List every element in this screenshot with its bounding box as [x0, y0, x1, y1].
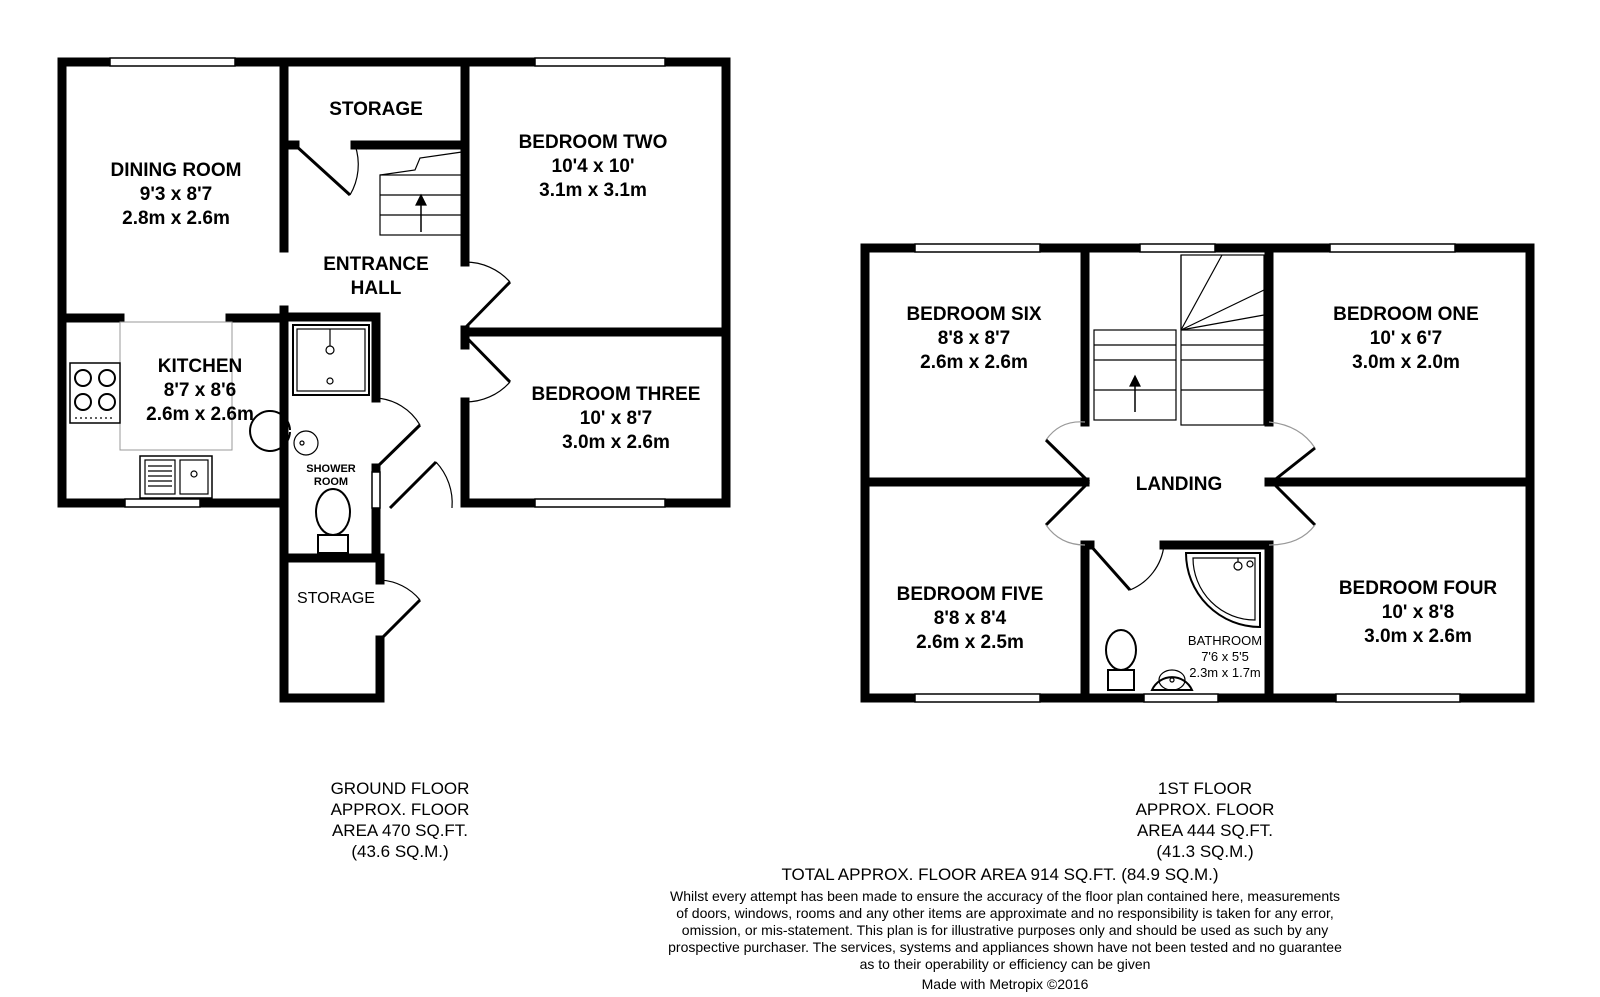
- bedroom-one-imperial: 10' x 6'7: [1369, 328, 1443, 349]
- bedroom-four-metric: 3.0m x 2.6m: [1364, 626, 1472, 647]
- door-bedroom-three: [465, 336, 510, 382]
- bedroom-five-name: BEDROOM FIVE: [896, 584, 1044, 605]
- window-kitchen-bottom: [125, 499, 200, 507]
- first-floor-plan: [865, 244, 1530, 702]
- shower-tray-icon: [293, 325, 369, 395]
- bedroom-six-metric: 2.6m x 2.6m: [920, 352, 1028, 373]
- ground-floor-area-sqm: (43.6 SQ.M.): [351, 842, 449, 861]
- window-stairs: [1140, 244, 1215, 252]
- kitchen-metric: 2.6m x 2.6m: [146, 404, 254, 425]
- bedroom-three-imperial: 10' x 8'7: [579, 408, 653, 429]
- door-shower-room: [376, 425, 420, 468]
- ground-floor-plan: [62, 58, 726, 698]
- bedroom-four-imperial: 10' x 8'8: [1381, 602, 1455, 623]
- kitchen-sink-icon: [140, 456, 212, 498]
- bathroom-basin-icon: [1152, 670, 1192, 690]
- disclaimer-line: of doors, windows, rooms and any other items are approximate and no responsibility is taken for any error,: [676, 905, 1334, 921]
- bedroom-six-imperial: 8'8 x 8'7: [937, 328, 1011, 349]
- window-bedroom-three-bottom: [535, 499, 665, 507]
- first-floor-caption: [1105, 778, 1305, 862]
- door-storage-top: [295, 145, 350, 195]
- first-floor-title: 1ST FLOOR: [1157, 779, 1253, 798]
- door-storage-bottom: [380, 600, 420, 640]
- bathroom-name: BATHROOM: [1187, 633, 1263, 648]
- storage-top-name: STORAGE: [329, 99, 423, 120]
- landing-name: LANDING: [1135, 474, 1223, 495]
- door-bathroom: [1090, 545, 1130, 590]
- ground-floor-doors: [295, 145, 510, 640]
- bedroom-five-imperial: 8'8 x 8'4: [933, 608, 1007, 629]
- kitchen-imperial: 8'7 x 8'6: [163, 380, 237, 401]
- window-dining-top: [110, 58, 235, 66]
- window-bedroom-six: [915, 244, 1040, 252]
- bedroom-one-metric: 3.0m x 2.0m: [1352, 352, 1460, 373]
- first-floor-area-sqft: AREA 444 SQ.FT.: [1136, 821, 1274, 840]
- disclaimer-line: omission, or mis-statement. This plan is for illustrative purposes only and should be used as such by any: [681, 922, 1329, 938]
- bathroom-metric: 2.3m x 1.7m: [1189, 665, 1261, 680]
- ground-floor-caption: [300, 778, 500, 862]
- door-bedroom-six: [1046, 440, 1089, 482]
- shower-room-line1: SHOWER: [306, 463, 356, 475]
- bedroom-two-name: BEDROOM TWO: [518, 132, 668, 153]
- metropix-credit: Made with Metropix ©2016: [921, 976, 1089, 992]
- storage-bottom-name: STORAGE: [297, 590, 375, 607]
- door-bedroom-one: [1272, 448, 1315, 482]
- door-front: [390, 462, 436, 508]
- entrance-hall-line2: HALL: [350, 278, 402, 299]
- ground-floor-stairs: [380, 152, 462, 235]
- window-bathroom: [1144, 694, 1218, 702]
- bedroom-three-name: BEDROOM THREE: [531, 384, 701, 405]
- window-bedroom-one: [1330, 244, 1455, 252]
- dining-room-name: DINING ROOM: [110, 160, 242, 181]
- bedroom-five-metric: 2.6m x 2.5m: [916, 632, 1024, 653]
- disclaimer: [600, 888, 1410, 973]
- disclaimer-line: Whilst every attempt has been made to ensure the accuracy of the floor plan contained here, measurements: [669, 888, 1341, 904]
- total-floor-area: TOTAL APPROX. FLOOR AREA 914 SQ.FT. (84.9 SQ.M.): [781, 865, 1219, 884]
- door-bedroom-four: [1272, 482, 1315, 525]
- dining-room-metric: 2.8m x 2.6m: [122, 208, 230, 229]
- bedroom-four-name: BEDROOM FOUR: [1338, 578, 1498, 599]
- bathroom-toilet-icon: [1106, 630, 1136, 690]
- window-bedroom-five: [915, 694, 1040, 702]
- door-bedroom-five: [1046, 482, 1089, 525]
- ground-floor-title: GROUND FLOOR: [330, 779, 470, 798]
- shower-room-line2: ROOM: [313, 476, 349, 488]
- bedroom-three-metric: 3.0m x 2.6m: [562, 432, 670, 453]
- bedroom-two-imperial: 10'4 x 10': [551, 156, 635, 177]
- window-shower-side: [372, 472, 380, 508]
- entrance-hall-line1: ENTRANCE: [323, 254, 429, 275]
- dining-room-imperial: 9'3 x 8'7: [139, 184, 213, 205]
- first-floor-stairs: [1094, 255, 1264, 425]
- window-bedroom-four: [1336, 694, 1460, 702]
- first-floor-area-sqm: (41.3 SQ.M.): [1156, 842, 1254, 861]
- ground-floor-area-sqft: AREA 470 SQ.FT.: [331, 821, 469, 840]
- window-bedroom-two-top: [535, 58, 665, 66]
- corner-shower-icon: [1186, 553, 1260, 627]
- bedroom-one-name: BEDROOM ONE: [1333, 304, 1479, 325]
- toilet-icon: [316, 489, 350, 553]
- bedroom-six-name: BEDROOM SIX: [906, 304, 1042, 325]
- disclaimer-line: as to their operability or efficiency can be given: [859, 956, 1151, 972]
- kitchen-name: KITCHEN: [157, 356, 243, 377]
- first-floor-area-label: APPROX. FLOOR: [1135, 800, 1275, 819]
- disclaimer-line: prospective purchaser. The services, systems and appliances shown have not been tested and no guarantee: [668, 939, 1342, 955]
- hob-icon: [70, 363, 120, 423]
- bedroom-two-metric: 3.1m x 3.1m: [539, 180, 647, 201]
- bathroom-imperial: 7'6 x 5'5: [1201, 649, 1249, 664]
- ground-floor-area-label: APPROX. FLOOR: [330, 800, 470, 819]
- door-bedroom-two: [465, 282, 510, 328]
